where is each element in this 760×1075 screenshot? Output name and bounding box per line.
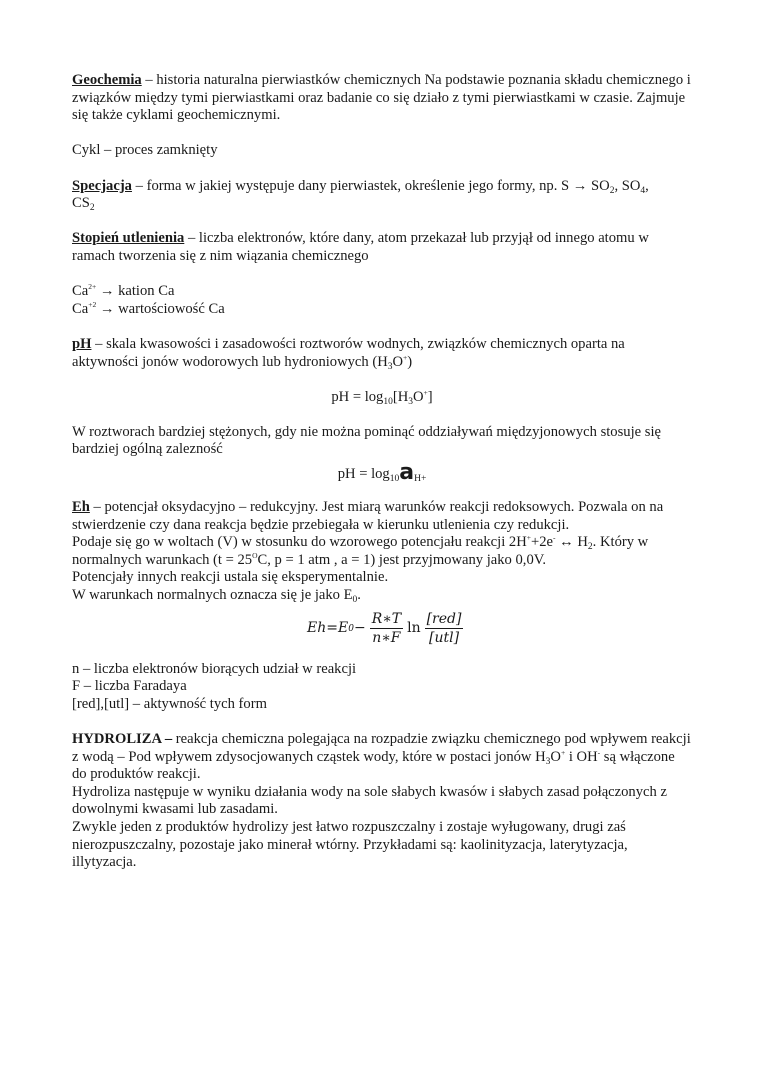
eh-formula: Eh = E 0 − $\frac{R∗T}{n∗F}$ ln $\frac{\text{[red]}}{\text{[utl]}}$ (307, 611, 462, 647)
ph-activity-formula: pH = $\log_{10}a_{H+}$ (337, 460, 427, 486)
legend-f: F – liczba Faradaya (72, 678, 187, 695)
legend-n: n – liczba elektronów biorących udział w reakcji (72, 660, 357, 677)
ca-line-wartosciowosc: $Ca^{+2}$ → wartościowość Ca (72, 299, 225, 317)
paragraph-hydroliza-2: Hydroliza następuje w wyniku działania wody na sole słabych kwasów i słabych zasad połączonych z dowolnymi kwasami lub zasadami. (72, 783, 667, 818)
fraction-rt-nf: $\frac{R∗T}{n∗F}$ (371, 611, 402, 647)
paragraph-hydroliza-3: Zwykle jeden z produktów hydrolizy jest łatwo rozpuszczalny i zostaje wyługowany, drugi zaś nierozpuszczalny, pozostaje jako minerał wtórny. Przykładami są: kaolinityzacja, laterytyzacja, illytyzacja. (72, 818, 628, 871)
term-eh: Eh (72, 499, 90, 516)
ph-formula: pH = $\log_{10}[H_3O^+]$ (331, 387, 433, 407)
term-specjacja: Specjacja (72, 177, 132, 194)
paragraph-ph: pH – skala kwasowości i zasadowości roztworów wodnych, związków chemicznych oparta na aktywności jonów wodorowych lub hydroniowych $(H_3O^+)$ (72, 335, 625, 372)
paragraph-eh: Eh – potencjał oksydacyjno – redukcyjny. Jest miarą warunków reakcji redoksowych. Pozwala on na stwierdzenie czy dana reakcja będzie przebiegała w kierunku utlenienia czy redukcji. (72, 499, 664, 533)
term-ph: pH (72, 335, 92, 352)
legend-red-utl: [red],[utl] – aktywność tych form (72, 695, 267, 712)
paragraph-eh-e0: W warunkach normalnych oznacza się je jako $E_0$. (72, 587, 361, 606)
paragraph-roztwory: W roztworach bardziej stężonych, gdy nie można pominąć oddziaływań międzyjonowych stosuje się bardziej ogólną zalezność (72, 423, 661, 458)
term-stopien-utlenienia: Stopień utlenienia (72, 230, 185, 247)
paragraph-eh-reference: Podaje się go w woltach (V) w stosunku do wzorowego potencjału reakcji 2H++2e- ↔ $H_2$. Który w normalnych warunkach ($t = 25^OC$, p = 1 atm , a = 1) jest przyjmowany jako 0,0V. (72, 533, 649, 568)
ca-line-kation: $Ca^{2+}$ → kation Ca (72, 282, 175, 300)
paragraph-cykl: Cykl – proces zamknięty (72, 142, 218, 159)
document-body (72, 72, 692, 872)
fraction-red-utl: $\frac{\text{[red]}}{\text{[utl]}}$ (426, 611, 462, 647)
term-geochemia: Geochemia (72, 72, 142, 88)
paragraph-geochemia: Geochemia – historia naturalna pierwiastków chemicznych Na podstawie poznania składu chemicznego i związków między tymi pierwiastkami oraz badanie co się działo z tymi pierwiastkami w czasie. Zajmuje się także cyklami geochemicznymi. (72, 72, 691, 124)
paragraph-stopien-utlenienia: Stopień utlenienia – liczba elektronów, które dany, atom przekazał lub przyjął od innego atomu w ramach tworzenia się z nim wiązania chemicznego (72, 230, 649, 264)
paragraph-eh-experimental: Potencjały innych reakcji ustala się eksperymentalnie. (72, 569, 389, 586)
paragraph-hydroliza: HYDROLIZA – reakcja chemiczna polegająca na rozpadzie związku chemicznego pod wpływem reakcji z wodą – Pod wpływem zdysocjowanych cząstek wody, które w postaci jonów $H_3O^+$ i OH- są włączone do produktów reakcji. (72, 731, 691, 783)
paragraph-specjacja: Specjacja – forma w jakiej występuje dany pierwiastek, określenie jego formy, np. $S \to SO_2$, $SO_4$, $CS_2$ (72, 177, 649, 214)
term-hydroliza: HYDROLIZA – (72, 731, 173, 747)
